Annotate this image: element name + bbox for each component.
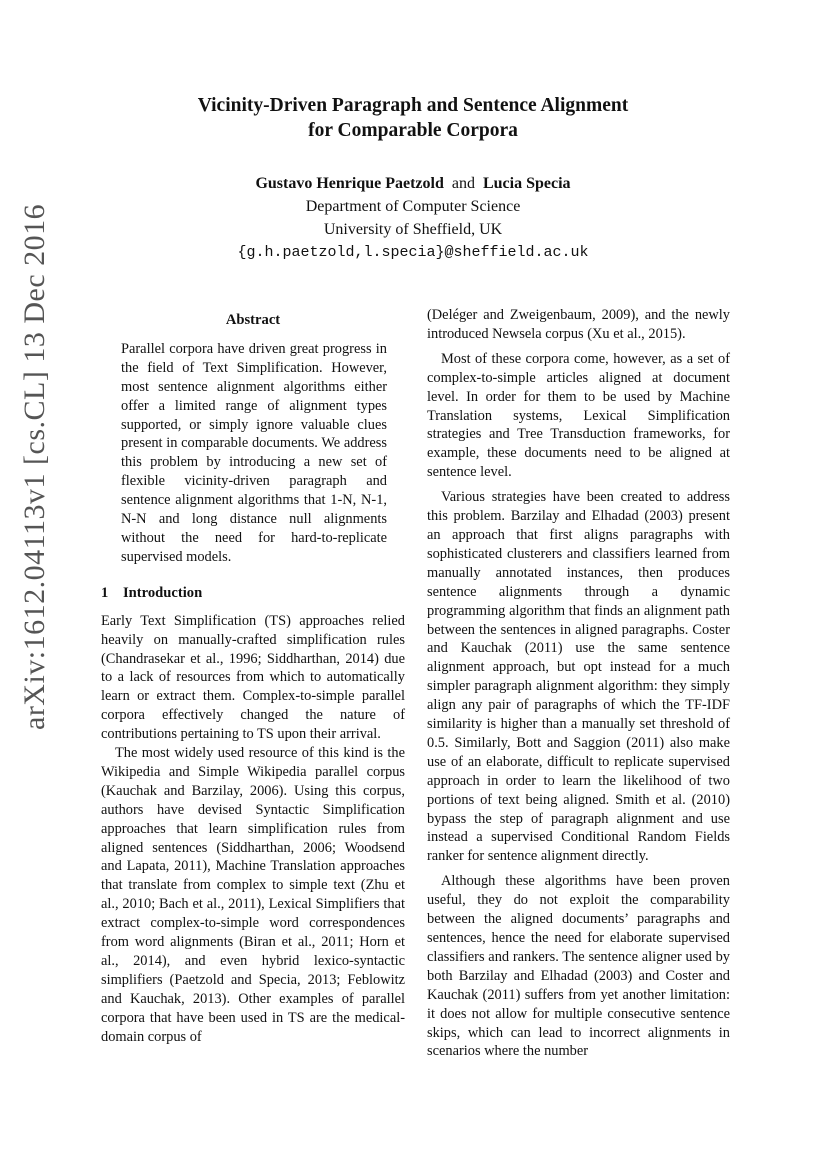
- arxiv-identifier-text: arXiv:1612.04113v1 [cs.CL] 13 Dec 2016: [18, 203, 51, 730]
- university: University of Sheffield, UK: [323, 221, 503, 238]
- intro-paragraph-2-continued: (Deléger and Zweigenbaum, 2009), and the newly introduced Newsela corpus (Xu et al., 2015).: [427, 307, 730, 342]
- author-2: Lucia Specia: [482, 175, 571, 192]
- author-block: [0, 172, 826, 264]
- section-number: 1: [101, 584, 109, 601]
- author-conjunction: and: [451, 175, 475, 192]
- email: {g.h.paetzold,l.specia}@sheffield.ac.uk: [237, 244, 589, 261]
- arxiv-identifier: [12, 203, 52, 730]
- abstract-text: Parallel corpora have driven great progress in the field of Text Simplification. However, most sentence alignment algorithms either offer a limited range of alignment types supported, or simply ignore valuable clues present in comparable documents. We address this problem by introducing a new set of flexible vicinity-driven paragraph and sentence alignment algorithms that 1-N, N-1, N-N and long distance null alignments without the need for hard-to-replicate supervised models.: [121, 340, 387, 565]
- right-column: [427, 306, 730, 1061]
- intro-paragraph-5: Although these algorithms have been proven useful, they do not exploit the comparability between the aligned documents’ paragraphs and sentences, hence the need for elaborate supervised classifiers and rankers. The sentence aligner used by both Barzilay and Elhadad (2003) and Coster and Kauchak (2011) suffers from yet another limitation: it does not allow for multiple consecutive sentence skips, which can lead to incorrect alignments in scenarios where the number: [427, 873, 730, 1060]
- department: Department of Computer Science: [305, 198, 521, 215]
- title-line-2: for Comparable Corpora: [308, 120, 518, 141]
- intro-paragraph-4: Various strategies have been created to address this problem. Barzilay and Elhadad (2003) present an approach that first aligns paragraphs with sophisticated clusterers and classifiers learned from manually annotated instances, then produces sentence alignments through a dynamic programming algorithm that finds an alignment path between the sentences in aligned paragraphs. Coster and Kauchak (2011) use the same sentence alignment approach, but opt instead for a much simpler paragraph alignment algorithm: they simply align any pair of paragraphs of which the TF-IDF similarity is higher than a manually set threshold of 0.5. Similarly, Bott and Saggion (2011) also make use of an elaborate, difficult to replicate supervised approach in order to learn the likelihood of two portions of text being aligned. Smith et al. (2010) bypass the step of paragraph alignment and use instead a supervised Conditional Random Fields ranker for sentence alignment directly.: [427, 489, 730, 865]
- author-1: Gustavo Henrique Paetzold: [255, 175, 444, 192]
- abstract-heading: Abstract: [225, 312, 281, 328]
- left-column: [101, 308, 405, 1047]
- paper-title: [0, 93, 826, 143]
- intro-paragraph-1: Early Text Simplification (TS) approaches relied heavily on manually-crafted simplification rules (Chandrasekar et al., 1996; Siddharthan, 2014) due to a lack of resources from which to automatically learn or extract them. Complex-to-simple parallel corpora effectively changed the nature of contributions pertaining to TS upon their arrival.: [101, 612, 405, 743]
- section-heading: [101, 584, 405, 603]
- intro-paragraph-3: Most of these corpora come, however, as a set of complex-to-simple articles aligned at document level. In order for them to be used by Machine Translation systems, Lexical Simplification strategies and Tree Transduction frameworks, for example, these documents need to be aligned at sentence level.: [427, 350, 730, 481]
- intro-paragraph-2: The most widely used resource of this kind is the Wikipedia and Simple Wikipedia parallel corpus (Kauchak and Barzilay, 2006). Using this corpus, authors have devised Syntactic Simplification approaches that learn simplification rules from aligned sentences (Siddharthan, 2006; Woodsend and Lapata, 2011), Machine Translation approaches that translate from complex to simple text (Zhu et al., 2010; Bach et al., 2011), Lexical Simplifiers that extract complex-to-simple word correspondences from word alignments (Biran et al., 2011; Horn et al., 2014), and even hybrid lexico-syntactic simplifiers (Paetzold and Specia, 2013; Feblowitz and Kauchak, 2013). Other examples of parallel corpora that have been used in TS are the medical-domain corpus of: [101, 745, 405, 1045]
- section-title: Introduction: [123, 584, 203, 601]
- title-line-1: Vicinity-Driven Paragraph and Sentence Alignment: [197, 95, 629, 116]
- author-names: [0, 172, 826, 195]
